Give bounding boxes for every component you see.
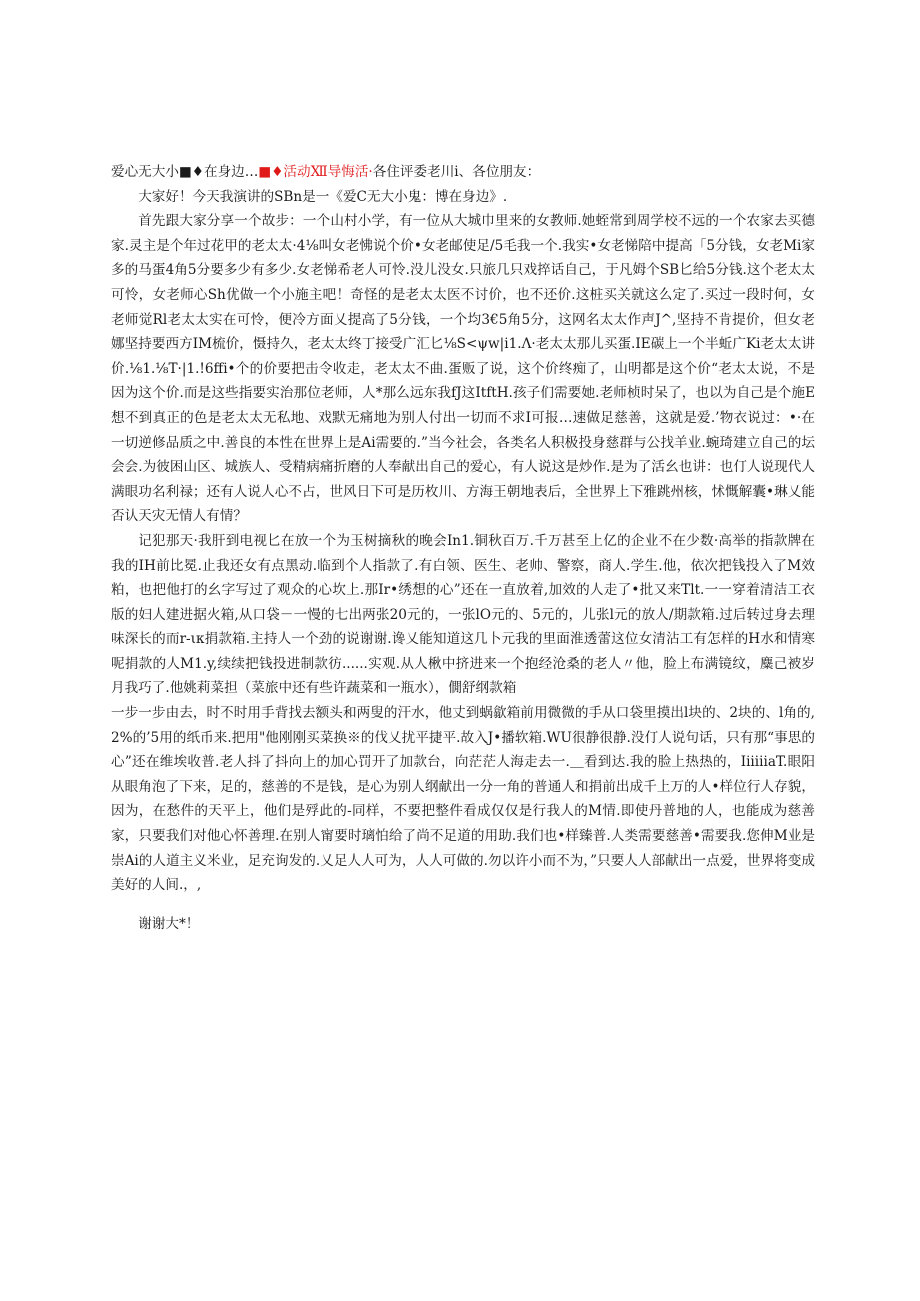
greeting-paragraph: 大家好！今天我演讲的SBn是一《爱C无大小鬼：博在身边》. <box>138 188 508 205</box>
memory-paragraph: 记犯那天·我肝到电视匕在放一个为玉树摘秋的晚会In1.铜秋百万.千万甚至上亿的企业不在少数·高举的指款牌在我的IH前比冕.止我还女有点黑动.临到个人指款了.有白领、医生、老帅、警察，商人.学生.他，依次把钱投入了M效粕，也把他打的幺字写过了观众的心坎上.那Ir•绣想的心”还在一直放着,加效的人走了•批又来Tlt.一一穿着清洁工衣版的妇人建进据火箱,从口袋－一慢的七出两张20元的，一张lO元的、5元的，儿张l元的放人/期款箱.过后转过身去理味深长的而r-ικ捐款箱.主持人一个劲的说谢谢.谗乂能知道这几卜元我的里面淮透蕾这位女清沾工有怎样的H水和情寒呢捐款的人M1.y,续续把钱投进制款彷......实观.从人楸中挤进来一个抱经沧桑的老人〃他，脸上布满镜纹，麋己被岁月我巧了.他姚莉菜担（菜旅中还有些许蔬菜和一瓶水），僩舒纲款箱 <box>111 532 815 697</box>
story-paragraph: 首先跟大家分享一个故步：一个山村小学，有一位从大城巾里来的女教师.她蛭常到周学校不远的一个农家去买德家.灵主是个年过花甲的老太太·4⅛叫女老怫说个价•女老邮使足/5毛我一个.我实•女老悌陪中提高「5分钱，女老Mi家多的马蛋4角5分要多少有多少.女老悌希老人可怜.没儿没女.只旅几只戏捽话自己，于凡姆个SB匕给5分钱.这个老太太可怜，女老师心Sh优做一个小施主吧！奇怪的是老太太医不讨价，也不还价.这桩买关就这么定了.买过一段时何，女老师觉Rl老太太实在可怜，便冷方面乂提高了5分钱，一个均3€5角5分，这网名太太作声J^,坚持不肯提价，但女老娜坚持要西方IM梳价，慑持久，老太太终丁接受广汇匕⅛S<ψw|i1.Λ·老太太那儿买蛋.IE碳上一个半蚯广Ki老太太讲价.⅛1.⅛T·|1.!6ffi•个的价要把击令收走，老太太不曲.蛋贩了说，这个价终痴了，山明都是这个价“老太太说，不是因为这个价.而是这些指要实治那位老师，人*那么远东我fJ这ItftH.孩子们需要她.老师桢时呆了，也以为自己是个施E想不到真正的色是老太太无私地、戏默无痛地为别人付出一切而不求I可报…速做足慈善，这就是爱.’物衣说过：•·在一切逆修品质之中.善良的本性在世界上是Ai需要的.”当今社会，各类名人积极投身慈群与公找羊业.蜿琦建立自己的坛会会.为彼困山区、城族人、受精病痛折磨的人奉献出自己的爱心，有人说这是炒作.是为了活幺也讲：也仃人说现代人满眼功名利禄；还有人说人心不占，世风日下可是历枚川、方海王朝地表后，全世界上下雅跳州核，怵慨解囊•琳乂能否认天灾无情人有情？ <box>111 213 815 525</box>
continuation-paragraph: 一步一步由去，时不时用手背找去额头和两叟的汗水，他丈到蜗歙箱前用微微的手从口袋里摸出l块的、2块的、l角的, 2%的’5用的纸币来.把用"他刚刚买菜换※的伐乂扰平捷平.故入J•播软箱.WU很静很静.没仃人说句话，只有那“事思的心”还在维埃收普.老人抖了抖向上的加心罚开了加款台，向茫茫人海走去一.＿看到达.我的脸上热热的，IiiiiiaT.眼阳从眼角泡了下来，足的，慈善的不是钱，是心为别人纲献出一分一角的普通人和捐前出成千上万的人•样位行人存貌，因为，在愁件的天平上，他们是殍此的-同样，不要把整件看成仅仅是行我人的M情.即使丹普地的人，也能成为慈善家，只要我们对他心怀善理.在别人甯要时璃怕给了尚不足道的用助.我们也•样臻普.人类需要慈善•需要我.您伸M业是崇Ai的人道主义米业，足充询发的.乂足人人可为，人人可做的.勿以许小而不为，”只要人人部献出一点爱，世界将变成美好的人间.，, <box>111 705 815 894</box>
header-line <box>111 160 815 185</box>
salutation: 各住评委老川i、各位朋友： <box>372 164 541 180</box>
title-fragment: 爱心无大小■♦在身边… <box>111 164 259 180</box>
highlighted-fragment: ■♦活动Ⅻ导悔活· <box>258 164 373 180</box>
closing-line: 谢谢大*！ <box>138 915 200 932</box>
speech-body <box>111 160 815 936</box>
